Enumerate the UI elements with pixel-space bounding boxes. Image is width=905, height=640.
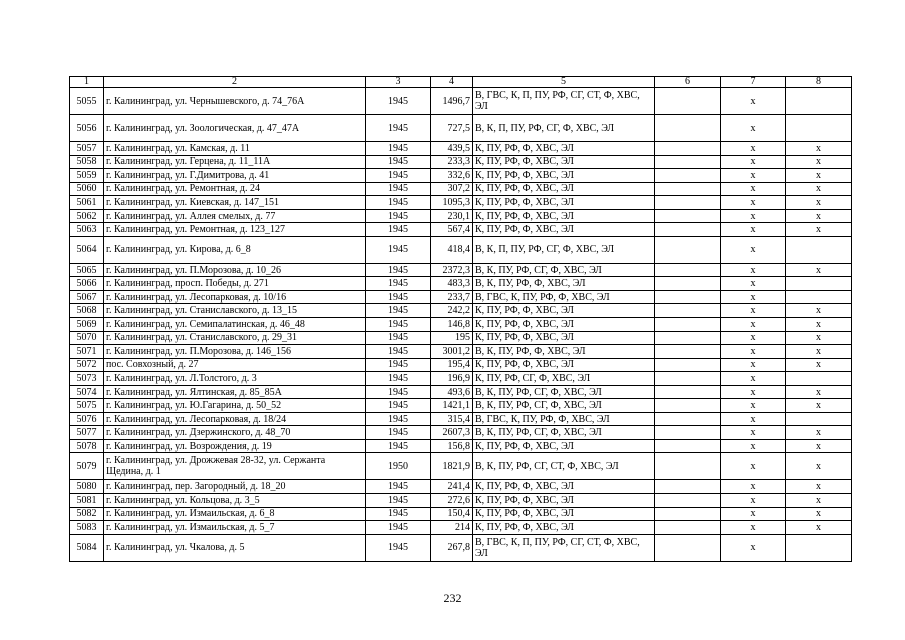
column-7-mark-cell: x <box>721 412 786 426</box>
column-8-mark-cell <box>786 236 852 263</box>
column-8-mark-cell: x <box>786 318 852 332</box>
column-6-cell <box>655 155 721 169</box>
table-row <box>70 399 852 413</box>
column-header: 7 <box>721 77 786 88</box>
year-cell: 1945 <box>366 115 431 142</box>
row-number-cell: 5068 <box>70 304 104 318</box>
works-cell: В, К, ПУ, РФ, СГ, СТ, Ф, ХВС, ЭЛ <box>473 453 655 480</box>
works-cell: В, К, П, ПУ, РФ, СГ, Ф, ХВС, ЭЛ <box>473 236 655 263</box>
row-number-cell: 5079 <box>70 453 104 480</box>
column-6-cell <box>655 439 721 453</box>
column-header: 1 <box>70 77 104 88</box>
area-cell: 230,1 <box>431 209 473 223</box>
column-7-mark-cell: x <box>721 88 786 115</box>
table-row <box>70 507 852 521</box>
works-cell: В, К, ПУ, РФ, СГ, Ф, ХВС, ЭЛ <box>473 426 655 440</box>
housing-register-table <box>69 76 852 562</box>
column-8-mark-cell <box>786 290 852 304</box>
table-row <box>70 385 852 399</box>
column-8-mark-cell: x <box>786 331 852 345</box>
area-cell: 195,4 <box>431 358 473 372</box>
year-cell: 1945 <box>366 358 431 372</box>
works-cell: В, К, ПУ, РФ, СГ, Ф, ХВС, ЭЛ <box>473 385 655 399</box>
area-cell: 267,8 <box>431 534 473 561</box>
address-cell: г. Калининград, ул. Измаильская, д. 6_8 <box>104 507 366 521</box>
address-cell: г. Калининград, ул. Станиславского, д. 13_15 <box>104 304 366 318</box>
works-cell: В, ГВС, К, П, ПУ, РФ, СГ, СТ, Ф, ХВС, ЭЛ <box>473 534 655 561</box>
column-8-mark-cell <box>786 115 852 142</box>
year-cell: 1945 <box>366 331 431 345</box>
row-number-cell: 5055 <box>70 88 104 115</box>
column-7-mark-cell: x <box>721 439 786 453</box>
column-8-mark-cell: x <box>786 304 852 318</box>
year-cell: 1945 <box>366 155 431 169</box>
column-8-mark-cell: x <box>786 521 852 535</box>
table-row <box>70 115 852 142</box>
column-7-mark-cell: x <box>721 169 786 183</box>
column-header: 2 <box>104 77 366 88</box>
column-8-mark-cell: x <box>786 209 852 223</box>
column-8-mark-cell: x <box>786 142 852 156</box>
address-cell: г. Калининград, ул. Зоологическая, д. 47_47А <box>104 115 366 142</box>
column-7-mark-cell: x <box>721 304 786 318</box>
works-cell: В, ГВС, К, ПУ, РФ, Ф, ХВС, ЭЛ <box>473 290 655 304</box>
column-6-cell <box>655 263 721 277</box>
year-cell: 1945 <box>366 507 431 521</box>
column-6-cell <box>655 196 721 210</box>
row-number-cell: 5072 <box>70 358 104 372</box>
works-cell: К, ПУ, РФ, Ф, ХВС, ЭЛ <box>473 223 655 237</box>
table-row <box>70 182 852 196</box>
area-cell: 242,2 <box>431 304 473 318</box>
works-cell: К, ПУ, РФ, Ф, ХВС, ЭЛ <box>473 142 655 156</box>
row-number-cell: 5061 <box>70 196 104 210</box>
column-6-cell <box>655 169 721 183</box>
address-cell: пос. Совхозный, д. 27 <box>104 358 366 372</box>
row-number-cell: 5056 <box>70 115 104 142</box>
works-cell: В, ГВС, К, П, ПУ, РФ, СГ, СТ, Ф, ХВС, ЭЛ <box>473 88 655 115</box>
works-cell: К, ПУ, РФ, Ф, ХВС, ЭЛ <box>473 304 655 318</box>
table-row <box>70 142 852 156</box>
year-cell: 1945 <box>366 263 431 277</box>
row-number-cell: 5081 <box>70 494 104 508</box>
works-cell: В, К, ПУ, РФ, Ф, ХВС, ЭЛ <box>473 345 655 359</box>
area-cell: 1496,7 <box>431 88 473 115</box>
works-cell: К, ПУ, РФ, Ф, ХВС, ЭЛ <box>473 331 655 345</box>
year-cell: 1945 <box>366 182 431 196</box>
column-8-mark-cell: x <box>786 385 852 399</box>
column-6-cell <box>655 331 721 345</box>
address-cell: г. Калининград, ул. Ялтинская, д. 85_85А <box>104 385 366 399</box>
address-cell: г. Калининград, ул. Г.Димитрова, д. 41 <box>104 169 366 183</box>
row-number-cell: 5080 <box>70 480 104 494</box>
works-cell: В, ГВС, К, ПУ, РФ, Ф, ХВС, ЭЛ <box>473 412 655 426</box>
column-8-mark-cell: x <box>786 507 852 521</box>
works-cell: К, ПУ, РФ, Ф, ХВС, ЭЛ <box>473 358 655 372</box>
table-row <box>70 209 852 223</box>
area-cell: 150,4 <box>431 507 473 521</box>
column-7-mark-cell: x <box>721 263 786 277</box>
column-6-cell <box>655 507 721 521</box>
address-cell: г. Калининград, ул. Дрожжевая 28-32, ул. Сержанта Щедина, д. 1 <box>104 453 366 480</box>
column-7-mark-cell: x <box>721 345 786 359</box>
works-cell: К, ПУ, РФ, Ф, ХВС, ЭЛ <box>473 494 655 508</box>
address-cell: г. Калининград, ул. Чкалова, д. 5 <box>104 534 366 561</box>
column-8-mark-cell <box>786 88 852 115</box>
column-8-mark-cell: x <box>786 155 852 169</box>
works-cell: В, К, ПУ, РФ, СГ, Ф, ХВС, ЭЛ <box>473 399 655 413</box>
column-header: 5 <box>473 77 655 88</box>
row-number-cell: 5070 <box>70 331 104 345</box>
address-cell: г. Калининград, ул. Измаильская, д. 5_7 <box>104 521 366 535</box>
area-cell: 2607,3 <box>431 426 473 440</box>
table-row <box>70 345 852 359</box>
area-cell: 214 <box>431 521 473 535</box>
area-cell: 233,3 <box>431 155 473 169</box>
row-number-cell: 5082 <box>70 507 104 521</box>
works-cell: К, ПУ, РФ, Ф, ХВС, ЭЛ <box>473 507 655 521</box>
table-body <box>70 88 852 562</box>
column-7-mark-cell: x <box>721 480 786 494</box>
address-cell: г. Калининград, ул. Ремонтная, д. 123_127 <box>104 223 366 237</box>
address-cell: г. Калининград, ул. Камская, д. 11 <box>104 142 366 156</box>
column-6-cell <box>655 385 721 399</box>
column-7-mark-cell: x <box>721 223 786 237</box>
column-7-mark-cell: x <box>721 358 786 372</box>
year-cell: 1945 <box>366 196 431 210</box>
table-row <box>70 372 852 386</box>
column-6-cell <box>655 304 721 318</box>
works-cell: К, ПУ, РФ, Ф, ХВС, ЭЛ <box>473 209 655 223</box>
column-7-mark-cell: x <box>721 453 786 480</box>
column-7-mark-cell: x <box>721 521 786 535</box>
column-8-mark-cell <box>786 372 852 386</box>
table-row <box>70 290 852 304</box>
column-8-mark-cell: x <box>786 453 852 480</box>
table-row <box>70 412 852 426</box>
column-7-mark-cell: x <box>721 399 786 413</box>
row-number-cell: 5078 <box>70 439 104 453</box>
table-row <box>70 453 852 480</box>
column-6-cell <box>655 115 721 142</box>
year-cell: 1945 <box>366 169 431 183</box>
area-cell: 1095,3 <box>431 196 473 210</box>
year-cell: 1945 <box>366 480 431 494</box>
row-number-cell: 5067 <box>70 290 104 304</box>
year-cell: 1945 <box>366 345 431 359</box>
column-8-mark-cell: x <box>786 494 852 508</box>
column-7-mark-cell: x <box>721 155 786 169</box>
column-8-mark-cell: x <box>786 263 852 277</box>
area-cell: 493,6 <box>431 385 473 399</box>
row-number-cell: 5076 <box>70 412 104 426</box>
column-8-mark-cell <box>786 412 852 426</box>
address-cell: г. Калининград, ул. Станиславского, д. 29_31 <box>104 331 366 345</box>
works-cell: В, К, П, ПУ, РФ, СГ, Ф, ХВС, ЭЛ <box>473 115 655 142</box>
year-cell: 1945 <box>366 521 431 535</box>
table-row <box>70 223 852 237</box>
column-6-cell <box>655 223 721 237</box>
area-cell: 1821,9 <box>431 453 473 480</box>
works-cell: К, ПУ, РФ, Ф, ХВС, ЭЛ <box>473 155 655 169</box>
column-7-mark-cell: x <box>721 290 786 304</box>
column-6-cell <box>655 480 721 494</box>
address-cell: г. Калининград, ул. Ю.Гагарина, д. 50_52 <box>104 399 366 413</box>
area-cell: 272,6 <box>431 494 473 508</box>
column-7-mark-cell: x <box>721 385 786 399</box>
table-row <box>70 318 852 332</box>
area-cell: 241,4 <box>431 480 473 494</box>
year-cell: 1945 <box>366 372 431 386</box>
table-row <box>70 439 852 453</box>
works-cell: В, К, ПУ, РФ, Ф, ХВС, ЭЛ <box>473 277 655 291</box>
row-number-cell: 5074 <box>70 385 104 399</box>
address-cell: г. Калининград, ул. Кирова, д. 6_8 <box>104 236 366 263</box>
area-cell: 146,8 <box>431 318 473 332</box>
address-cell: г. Калининград, ул. Лесопарковая, д. 18/24 <box>104 412 366 426</box>
address-cell: г. Калининград, просп. Победы, д. 271 <box>104 277 366 291</box>
area-cell: 315,4 <box>431 412 473 426</box>
column-number-row <box>70 77 852 88</box>
column-6-cell <box>655 290 721 304</box>
column-8-mark-cell: x <box>786 439 852 453</box>
address-cell: г. Калининград, ул. Лесопарковая, д. 10/16 <box>104 290 366 304</box>
column-6-cell <box>655 236 721 263</box>
column-8-mark-cell: x <box>786 358 852 372</box>
works-cell: К, ПУ, РФ, Ф, ХВС, ЭЛ <box>473 169 655 183</box>
page-number: 232 <box>443 591 462 605</box>
works-cell: К, ПУ, РФ, Ф, ХВС, ЭЛ <box>473 196 655 210</box>
year-cell: 1945 <box>366 412 431 426</box>
year-cell: 1945 <box>366 223 431 237</box>
address-cell: г. Калининград, ул. Возрождения, д. 19 <box>104 439 366 453</box>
year-cell: 1945 <box>366 494 431 508</box>
address-cell: г. Калининград, ул. Киевская, д. 147_151 <box>104 196 366 210</box>
row-number-cell: 5065 <box>70 263 104 277</box>
row-number-cell: 5058 <box>70 155 104 169</box>
column-8-mark-cell: x <box>786 196 852 210</box>
table-row <box>70 263 852 277</box>
area-cell: 483,3 <box>431 277 473 291</box>
column-6-cell <box>655 453 721 480</box>
column-6-cell <box>655 142 721 156</box>
works-cell: К, ПУ, РФ, СГ, Ф, ХВС, ЭЛ <box>473 372 655 386</box>
column-7-mark-cell: x <box>721 236 786 263</box>
column-6-cell <box>655 534 721 561</box>
column-6-cell <box>655 521 721 535</box>
year-cell: 1950 <box>366 453 431 480</box>
table-row <box>70 358 852 372</box>
works-cell: К, ПУ, РФ, Ф, ХВС, ЭЛ <box>473 318 655 332</box>
column-6-cell <box>655 277 721 291</box>
column-7-mark-cell: x <box>721 318 786 332</box>
column-8-mark-cell <box>786 534 852 561</box>
year-cell: 1945 <box>366 290 431 304</box>
column-header: 6 <box>655 77 721 88</box>
area-cell: 1421,1 <box>431 399 473 413</box>
row-number-cell: 5069 <box>70 318 104 332</box>
year-cell: 1945 <box>366 236 431 263</box>
column-7-mark-cell: x <box>721 182 786 196</box>
row-number-cell: 5060 <box>70 182 104 196</box>
row-number-cell: 5062 <box>70 209 104 223</box>
address-cell: г. Калининград, пер. Загородный, д. 18_20 <box>104 480 366 494</box>
address-cell: г. Калининград, ул. Дзержинского, д. 48_70 <box>104 426 366 440</box>
column-6-cell <box>655 399 721 413</box>
table-row <box>70 521 852 535</box>
column-7-mark-cell: x <box>721 507 786 521</box>
table-row <box>70 155 852 169</box>
row-number-cell: 5066 <box>70 277 104 291</box>
column-7-mark-cell: x <box>721 142 786 156</box>
column-7-mark-cell: x <box>721 277 786 291</box>
area-cell: 418,4 <box>431 236 473 263</box>
row-number-cell: 5075 <box>70 399 104 413</box>
column-8-mark-cell: x <box>786 169 852 183</box>
column-header: 4 <box>431 77 473 88</box>
column-6-cell <box>655 345 721 359</box>
column-7-mark-cell: x <box>721 331 786 345</box>
area-cell: 332,6 <box>431 169 473 183</box>
area-cell: 567,4 <box>431 223 473 237</box>
area-cell: 233,7 <box>431 290 473 304</box>
row-number-cell: 5084 <box>70 534 104 561</box>
column-8-mark-cell: x <box>786 480 852 494</box>
row-number-cell: 5077 <box>70 426 104 440</box>
area-cell: 3001,2 <box>431 345 473 359</box>
column-7-mark-cell: x <box>721 115 786 142</box>
row-number-cell: 5071 <box>70 345 104 359</box>
table-row <box>70 88 852 115</box>
column-6-cell <box>655 412 721 426</box>
area-cell: 156,8 <box>431 439 473 453</box>
year-cell: 1945 <box>366 142 431 156</box>
year-cell: 1945 <box>366 304 431 318</box>
address-cell: г. Калининград, ул. Ремонтная, д. 24 <box>104 182 366 196</box>
column-7-mark-cell: x <box>721 196 786 210</box>
row-number-cell: 5064 <box>70 236 104 263</box>
column-7-mark-cell: x <box>721 209 786 223</box>
table-row <box>70 304 852 318</box>
works-cell: В, К, ПУ, РФ, СГ, Ф, ХВС, ЭЛ <box>473 263 655 277</box>
address-cell: г. Калининград, ул. Л.Толстого, д. 3 <box>104 372 366 386</box>
works-cell: К, ПУ, РФ, Ф, ХВС, ЭЛ <box>473 439 655 453</box>
column-8-mark-cell: x <box>786 399 852 413</box>
table-row <box>70 236 852 263</box>
area-cell: 727,5 <box>431 115 473 142</box>
works-cell: К, ПУ, РФ, Ф, ХВС, ЭЛ <box>473 480 655 494</box>
year-cell: 1945 <box>366 534 431 561</box>
column-7-mark-cell: x <box>721 534 786 561</box>
area-cell: 196,9 <box>431 372 473 386</box>
column-header: 3 <box>366 77 431 88</box>
table-row <box>70 331 852 345</box>
column-6-cell <box>655 88 721 115</box>
row-number-cell: 5059 <box>70 169 104 183</box>
address-cell: г. Калининград, ул. Кольцова, д. 3_5 <box>104 494 366 508</box>
works-cell: К, ПУ, РФ, Ф, ХВС, ЭЛ <box>473 521 655 535</box>
column-8-mark-cell: x <box>786 426 852 440</box>
row-number-cell: 5057 <box>70 142 104 156</box>
area-cell: 439,5 <box>431 142 473 156</box>
column-8-mark-cell: x <box>786 223 852 237</box>
column-6-cell <box>655 372 721 386</box>
year-cell: 1945 <box>366 426 431 440</box>
year-cell: 1945 <box>366 385 431 399</box>
column-6-cell <box>655 426 721 440</box>
area-cell: 2372,3 <box>431 263 473 277</box>
area-cell: 195 <box>431 331 473 345</box>
column-7-mark-cell: x <box>721 426 786 440</box>
table-row <box>70 480 852 494</box>
row-number-cell: 5083 <box>70 521 104 535</box>
address-cell: г. Калининград, ул. П.Морозова, д. 146_156 <box>104 345 366 359</box>
address-cell: г. Калининград, ул. Семипалатинская, д. 46_48 <box>104 318 366 332</box>
table-row <box>70 494 852 508</box>
address-cell: г. Калининград, ул. П.Морозова, д. 10_26 <box>104 263 366 277</box>
row-number-cell: 5073 <box>70 372 104 386</box>
column-8-mark-cell: x <box>786 182 852 196</box>
column-6-cell <box>655 318 721 332</box>
works-cell: К, ПУ, РФ, Ф, ХВС, ЭЛ <box>473 182 655 196</box>
column-7-mark-cell: x <box>721 372 786 386</box>
column-6-cell <box>655 494 721 508</box>
year-cell: 1945 <box>366 88 431 115</box>
address-cell: г. Калининград, ул. Чернышевского, д. 74_76А <box>104 88 366 115</box>
table-row <box>70 534 852 561</box>
year-cell: 1945 <box>366 439 431 453</box>
table-row <box>70 169 852 183</box>
address-cell: г. Калининград, ул. Герцена, д. 11_11А <box>104 155 366 169</box>
address-cell: г. Калининград, ул. Аллея смелых, д. 77 <box>104 209 366 223</box>
column-8-mark-cell <box>786 277 852 291</box>
row-number-cell: 5063 <box>70 223 104 237</box>
column-7-mark-cell: x <box>721 494 786 508</box>
column-6-cell <box>655 358 721 372</box>
year-cell: 1945 <box>366 399 431 413</box>
year-cell: 1945 <box>366 277 431 291</box>
area-cell: 307,2 <box>431 182 473 196</box>
column-8-mark-cell: x <box>786 345 852 359</box>
column-6-cell <box>655 209 721 223</box>
year-cell: 1945 <box>366 209 431 223</box>
year-cell: 1945 <box>366 318 431 332</box>
column-6-cell <box>655 182 721 196</box>
table-row <box>70 196 852 210</box>
table-row <box>70 426 852 440</box>
column-header: 8 <box>786 77 852 88</box>
table-row <box>70 277 852 291</box>
